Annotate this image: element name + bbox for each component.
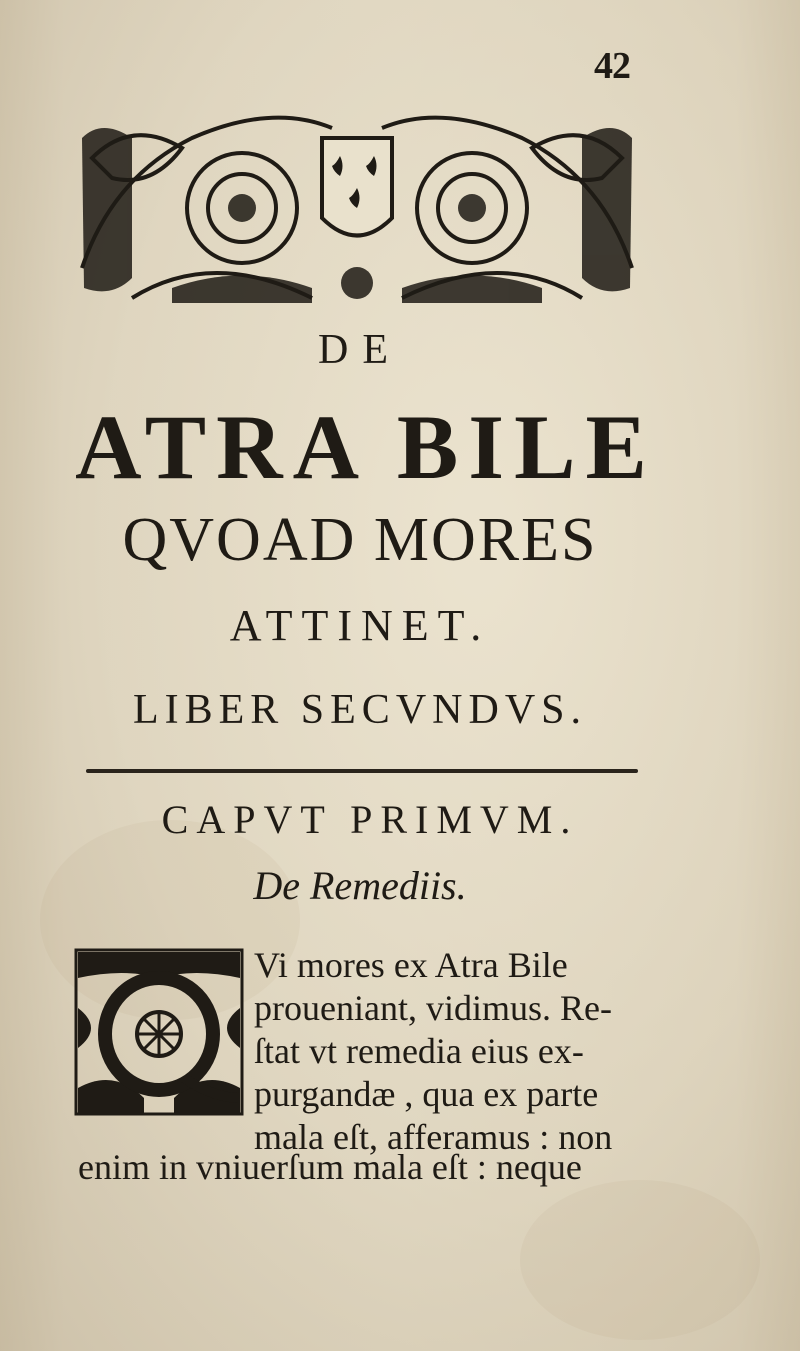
- chapter-heading: CAPVT PRIMVM.: [161, 797, 579, 842]
- horizontal-rule: [86, 769, 638, 773]
- title-line-3: QVOAD MORES: [122, 506, 598, 574]
- title-line-4: ATTINET.: [229, 601, 491, 650]
- text-line: proueniant, vidimus. Re-: [254, 988, 612, 1028]
- text-line: ſtat vt remedia eius ex-: [254, 1031, 584, 1071]
- title-line-1: DE: [318, 327, 402, 373]
- title-line-5: LIBER SECVNDVS.: [132, 687, 588, 733]
- decorated-initial-q-icon: [74, 948, 244, 1116]
- chapter-subtitle: De Remediis.: [253, 863, 467, 908]
- text-line: purgandæ , qua ex parte: [254, 1074, 599, 1114]
- title-line-2: ATRA BILE: [75, 396, 657, 498]
- body-paragraph: [254, 944, 654, 1159]
- paper-stain: [520, 1180, 760, 1340]
- text-line: mala eſt, afferamus : non: [254, 1117, 613, 1157]
- text-line: enim in vniuerſum mala eſt : neque: [78, 1147, 582, 1187]
- headpiece-ornament-icon: [72, 98, 642, 310]
- page-number: 42: [594, 45, 630, 87]
- text-line: Vi mores ex Atra Bile: [254, 945, 568, 985]
